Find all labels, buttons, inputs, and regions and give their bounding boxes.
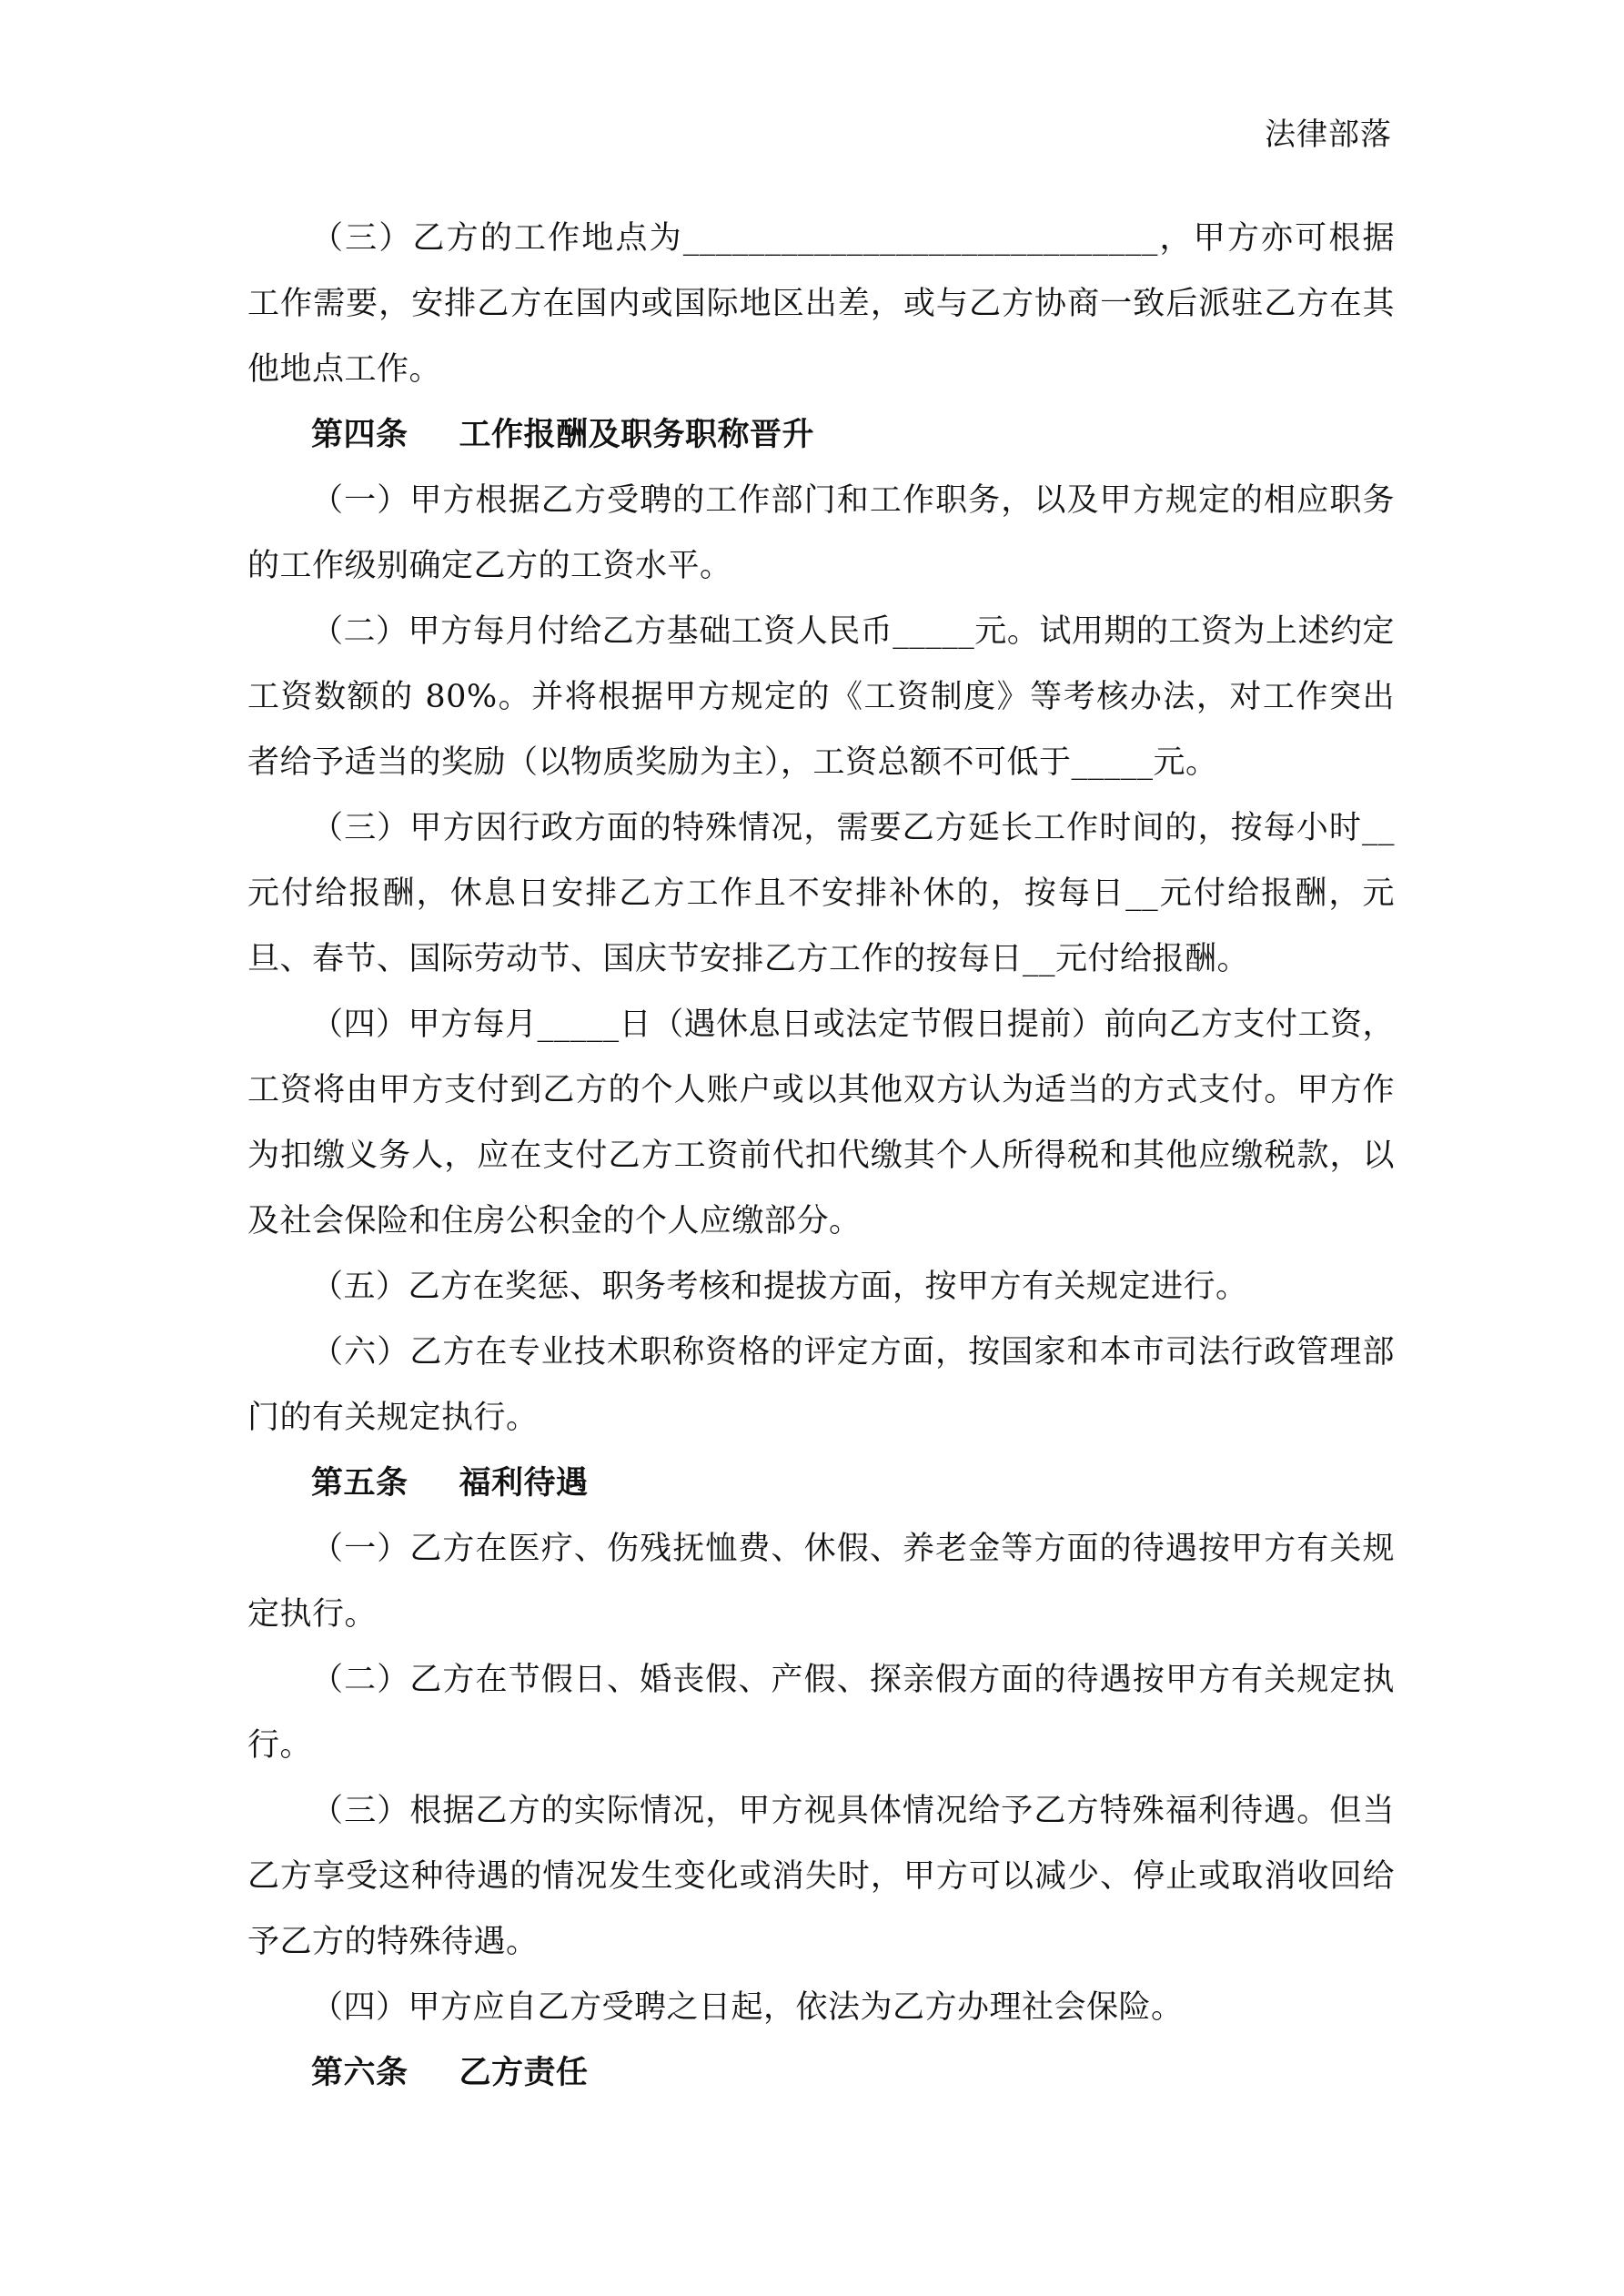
article-4-item-6: （六）乙方在专业技术职称资格的评定方面，按国家和本市司法行政管理部门的有关规定执行。 [247,1334,1395,1436]
document-body [247,206,1395,2106]
article-6-heading [247,2040,1395,2106]
article-label: 第五条 [311,1464,409,1502]
article-title: 工作报酬及职务职称晋升 [459,416,815,453]
article-label: 第四条 [311,416,409,453]
article-title: 乙方责任 [459,2054,589,2091]
article-4-item-4: （四）甲方每月_____日（遇休息日或法定节假日提前）前向乙方支付工资，工资将由甲方支付到乙方的个人账户或以其他双方认为适当的方式支付。甲方作为扣缴义务人，应在支付乙方工资前代扣代缴其个人所得税和其他应缴税款，以及社会保险和住房公积金的个人应缴部分。 [247,1006,1395,1239]
article-5-item-2: （二）乙方在节假日、婚丧假、产假、探亲假方面的待遇按甲方有关规定执行。 [247,1662,1395,1764]
header-brand: 法律部落 [1265,116,1392,153]
article-4-item-1: （一）甲方根据乙方受聘的工作部门和工作职务，以及甲方规定的相应职务的工作级别确定乙方的工资水平。 [247,482,1395,584]
article-4-heading [247,402,1395,468]
article-4-item-3: （三）甲方因行政方面的特殊情况，需要乙方延长工作时间的，按每小时__元付给报酬，休息日安排乙方工作且不安排补休的，按每日__元付给报酬，元旦、春节、国际劳动节、国庆节安排乙方工作的按每日__元付给报酬。 [247,810,1395,977]
article-5-item-4: （四）甲方应自乙方受聘之日起，依法为乙方办理社会保险。 [311,1989,1184,2026]
article-title: 福利待遇 [459,1464,589,1502]
article-label: 第六条 [311,2054,409,2091]
article-5-item-3: （三）根据乙方的实际情况，甲方视具体情况给予乙方特殊福利待遇。但当乙方享受这种待遇的情况发生变化或消失时，甲方可以减少、停止或取消收回给予乙方的特殊待遇。 [247,1793,1395,1960]
article-4-item-2: （二）甲方每月付给乙方基础工资人民币_____元。试用期的工资为上述约定工资数额的 80%。并将根据甲方规定的《工资制度》等考核办法，对工作突出者给予适当的奖励（以物质奖励为主），工资总额不可低于_____元。 [247,613,1395,781]
article-5-heading [247,1451,1395,1516]
article-5-item-1: （一）乙方在医疗、伤残抚恤费、休假、养老金等方面的待遇按甲方有关规定执行。 [247,1531,1395,1633]
workplace-clause: （三）乙方的工作地点为_____________________________，甲方亦可根据工作需要，安排乙方在国内或国际地区出差，或与乙方协商一致后派驻乙方在其他地点工作。 [247,220,1395,388]
article-4-item-5: （五）乙方在奖惩、职务考核和提拔方面，按甲方有关规定进行。 [311,1269,1248,1305]
